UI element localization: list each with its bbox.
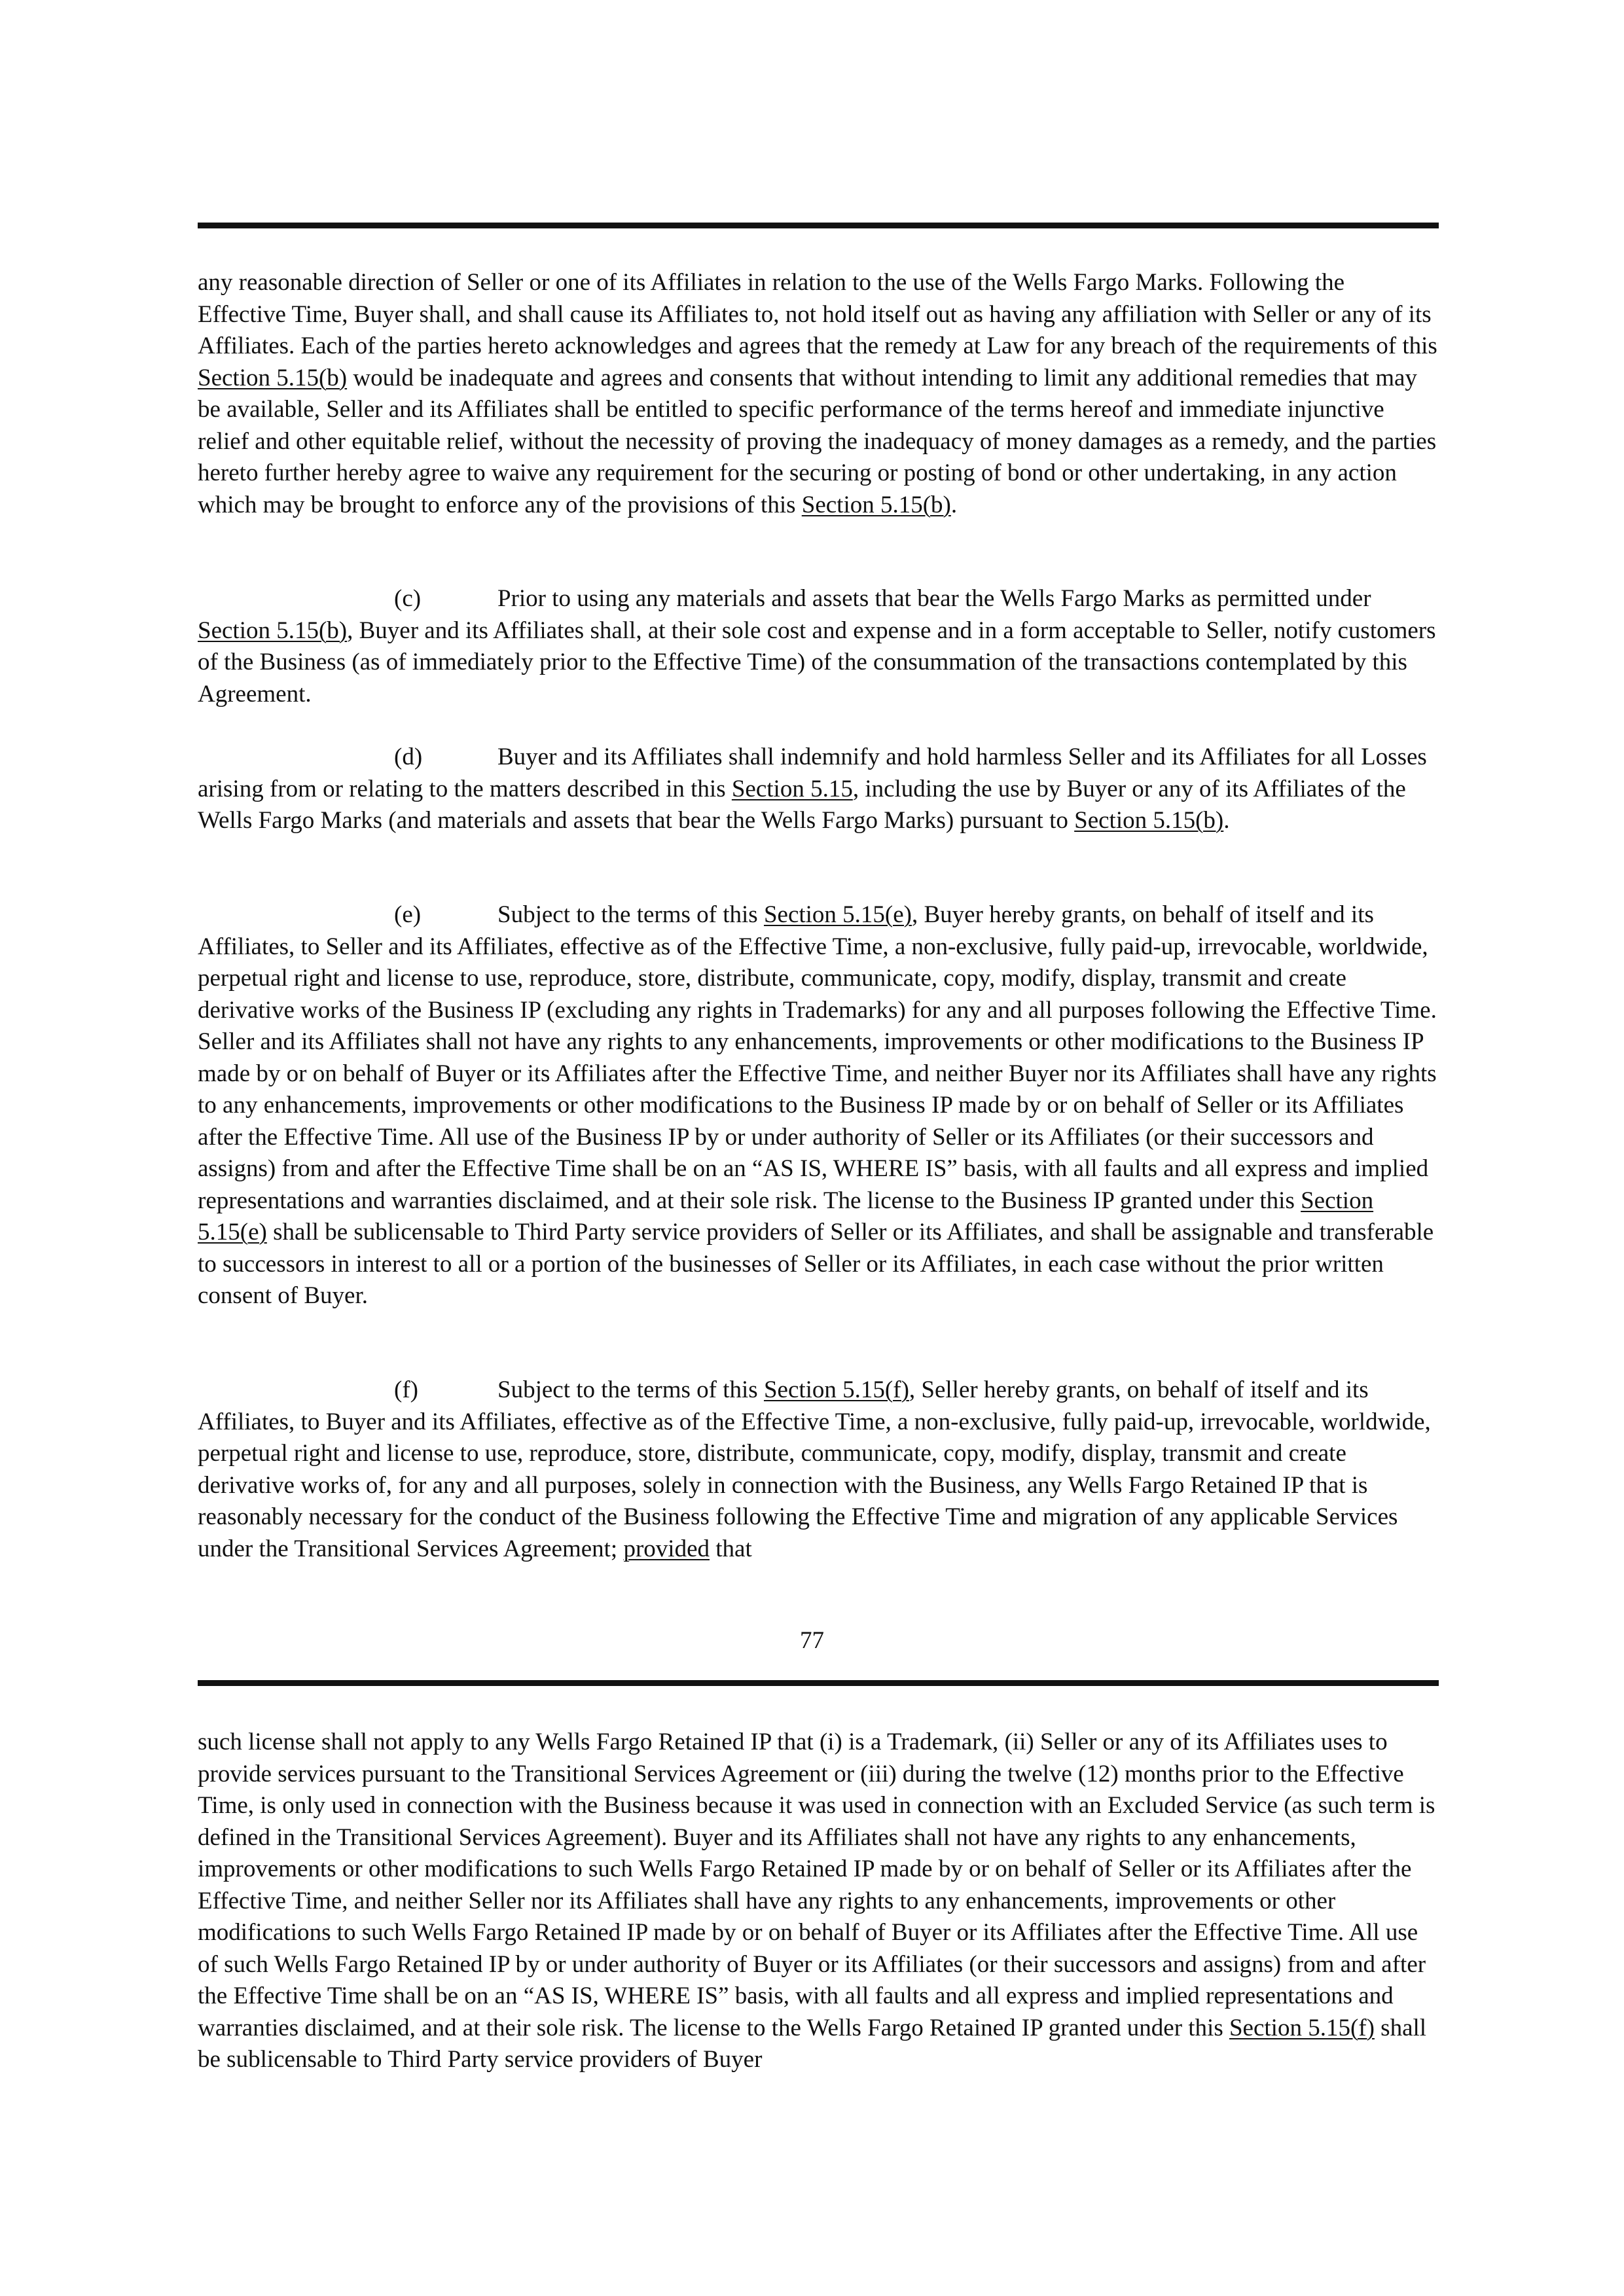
- section-reference: Section 5.15(e): [763, 901, 912, 928]
- paragraph-text: that: [710, 1535, 752, 1562]
- paragraph-text: , Buyer hereby grants, on behalf of itself and its Affiliates, to Seller and its Affiliates, effective as of the Effective Time, a non-exclusive, fully paid-up, irrevocable, worldwide, perpetual right and license to use, reproduce, store, distribute, communicate, copy, modify, display, transmit and create derivative works of the Business IP (excluding any rights in Trademarks) for any and all purposes following the Effective Time. Seller and its Affiliates shall not have any rights to any enhancements, improvements or other modifications to the Business IP made by or on behalf of Buyer or its Affiliates after the Effective Time, and neither Buyer nor its Affiliates shall have any rights to any enhancements, improvements or other modifications to the Business IP made by or on behalf of Seller or its Affiliates after the Effective Time. All use of the Business IP by or under authority of Seller or its Affiliates (or their successors and assigns) from and after the Effective Time shall be on an “AS IS, WHERE IS” basis, with all faults and all express and implied representations and warranties disclaimed, and at their sole risk. The license to the Business IP granted under this: [198, 901, 1437, 1214]
- section-reference: Section 5.15: [731, 775, 853, 802]
- paragraph-text: Prior to using any materials and assets that bear the Wells Fargo Marks as permitted under: [497, 585, 1371, 612]
- paragraph-text: such license shall not apply to any Wells Fargo Retained IP that (i) is a Trademark, (ii) Seller or any of its Affiliates uses to provide services pursuant to the Transitional Services Agreement or (iii) during the twelve (12) months prior to the Effective Time, is only used in connection with the Business because it was used in connection with an Excluded Service (as such term is defined in the Transitional Services Agreement). Buyer and its Affiliates shall not have any rights to any enhancements, improvements or other modifications to such Wells Fargo Retained IP made by or on behalf of Seller or its Affiliates after the Effective Time, and neither Seller nor its Affiliates shall have any rights to any enhancements, improvements or other modifications to such Wells Fargo Retained IP made by or on behalf of Buyer or its Affiliates after the Effective Time. All use of such Wells Fargo Retained IP by or under authority of Buyer or its Affiliates (or their successors and assigns) from and after the Effective Time shall be on an “AS IS, WHERE IS” basis, with all faults and all express and implied representations and warranties disclaimed, and at their sole risk. The license to the Wells Fargo Retained IP granted under this: [198, 1729, 1435, 2041]
- provided-term: provided: [623, 1535, 710, 1562]
- paragraph-continuation-b: [198, 267, 1439, 521]
- paragraph-label: (e): [394, 901, 422, 928]
- top-horizontal-rule: [198, 223, 1439, 228]
- section-reference: Section 5.15(b): [801, 491, 951, 518]
- paragraph-text: .: [950, 491, 958, 518]
- page-break-rule: [198, 1680, 1439, 1686]
- paragraph-text: Subject to the terms of this: [497, 1376, 764, 1403]
- paragraph-text: .: [1223, 807, 1230, 834]
- section-reference: Section 5.15(b): [198, 617, 348, 644]
- paragraph-label: (c): [394, 585, 422, 612]
- section-reference: Section 5.15(b): [198, 364, 348, 391]
- paragraph-d: [198, 742, 1439, 837]
- paragraph-text: , Seller hereby grants, on behalf of itself and its Affiliates, to Buyer and its Affiliates, effective as of the Effective Time, a non-exclusive, fully paid-up, irrevocable, worldwide, perpetual right and license to use, reproduce, store, distribute, communicate, copy, modify, display, transmit and create derivative works of, for any and all purposes, solely in connection with the Business, any Wells Fargo Retained IP that is reasonably necessary for the conduct of the Business following the Effective Time and migration of any applicable Services under the Transitional Services Agreement;: [198, 1376, 1431, 1562]
- paragraph-label: (f): [394, 1376, 418, 1403]
- paragraph-text: , including the use by Buyer or any of its Affiliates of the Wells Fargo Marks (and materials and assets that bear the Wells Fargo Marks) pursuant to: [198, 775, 1406, 834]
- section-reference: Section 5.15(e): [198, 1187, 1374, 1246]
- paragraph-text: Buyer and its Affiliates shall indemnify and hold harmless Seller and its Affiliates for all Losses arising from or relating to the matters described in this: [198, 744, 1427, 802]
- paragraph-text: any reasonable direction of Seller or one of its Affiliates in relation to the use of the Wells Fargo Marks. Following the Effective Time, Buyer shall, and shall cause its Affiliates to, not hold itself out as having any affiliation with Seller or any of its Affiliates. Each of the parties hereto acknowledges and agrees that the remedy at Law for any breach of the requirements of this: [198, 269, 1437, 359]
- paragraph-text: would be inadequate and agrees and consents that without intending to limit any additional remedies that may be available, Seller and its Affiliates shall be entitled to specific performance of the terms hereof and immediate injunctive relief and other equitable relief, without the necessity of proving the inadequacy of money damages as a remedy, and the parties hereto further hereby agree to waive any requirement for the securing or posting of bond or other undertaking, in any action which may be brought to enforce any of the provisions of this: [198, 364, 1437, 518]
- paragraph-c: [198, 583, 1439, 710]
- page-number: 77: [800, 1627, 824, 1654]
- paragraph-label: (d): [394, 744, 423, 770]
- paragraph-text: shall be sublicensable to Third Party service providers of Buyer: [198, 2014, 1427, 2073]
- section-reference: Section 5.15(b): [1074, 807, 1224, 834]
- paragraph-text: shall be sublicensable to Third Party service providers of Seller or its Affiliates, and shall be assignable and transferable to successors in interest to all or a portion of the businesses of Seller or its Affiliates, in each case without the prior written consent of Buyer.: [198, 1219, 1434, 1309]
- paragraph-f: [198, 1374, 1439, 1565]
- section-reference: Section 5.15(f): [1229, 2014, 1375, 2041]
- paragraph-e: [198, 899, 1439, 1312]
- paragraph-continuation-f: [198, 1727, 1439, 2076]
- paragraph-text: , Buyer and its Affiliates shall, at their sole cost and expense and in a form acceptable to Seller, notify customers of the Business (as of immediately prior to the Effective Time) of the consummation of the transactions contemplated by this Agreement.: [198, 617, 1436, 708]
- paragraph-text: Subject to the terms of this: [497, 901, 764, 928]
- section-reference: Section 5.15(f): [763, 1376, 909, 1403]
